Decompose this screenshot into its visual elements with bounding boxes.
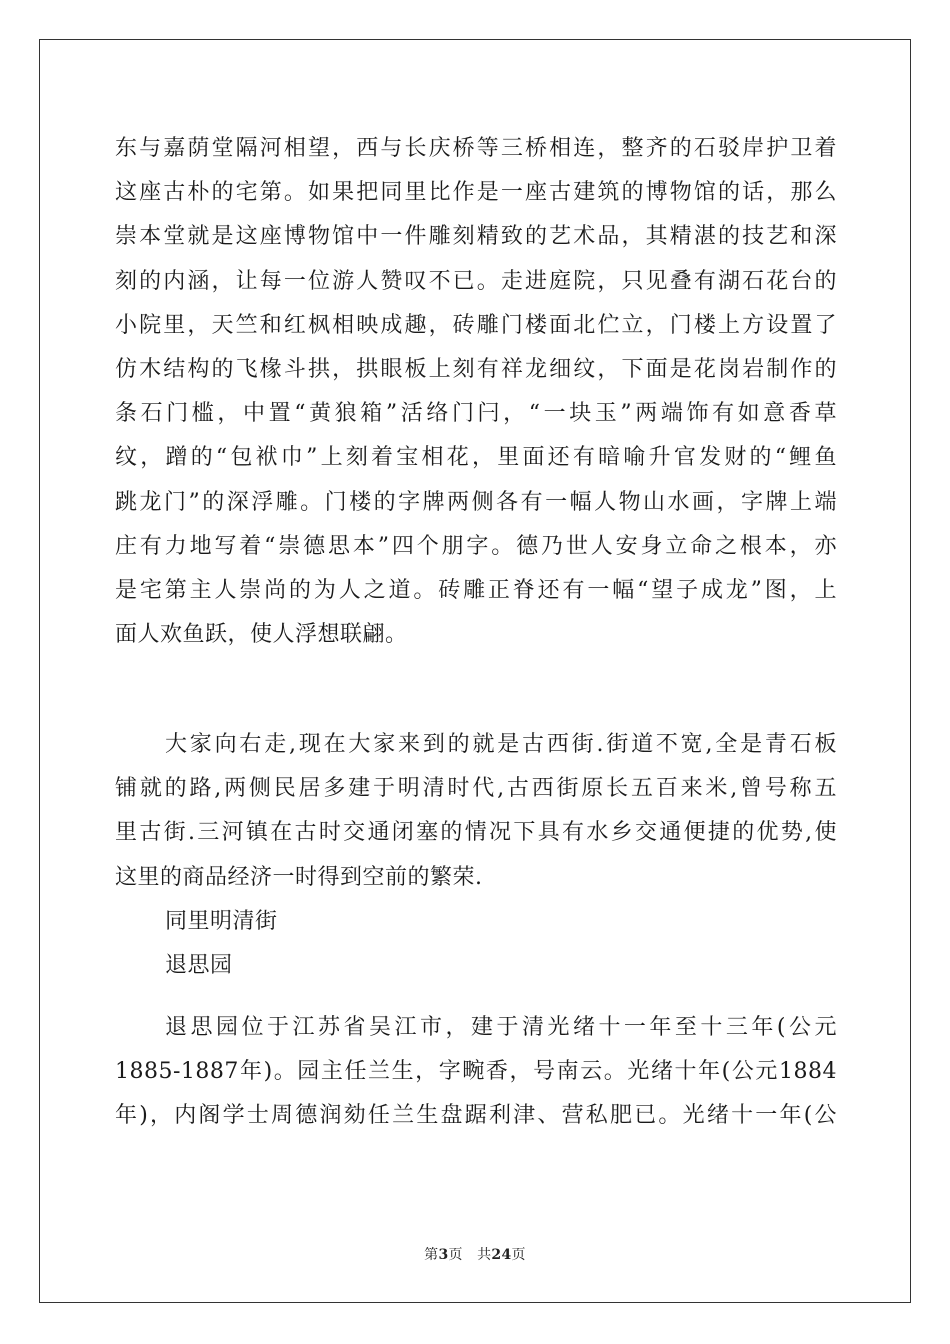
text-line: 条石门槛，中置“黄狼箱”活络门闩，“一块玉”两端饰有如意香草: [115, 401, 837, 427]
paragraph-2: [115, 723, 837, 900]
text-line: 退思园位于江苏省吴江市，建于清光绪十一年至十三年(公元: [165, 1015, 837, 1040]
text-line: 刻的内涵，让每一位游人赞叹不已。走进庭院，只见叠有湖石花台的: [115, 268, 837, 294]
text-line: 这里的商品经济一时得到空前的繁荣.: [115, 864, 483, 890]
text-line: 跳龙门”的深浮雕。门楼的字牌两侧各有一幅人物山水画，字牌上端: [115, 489, 837, 515]
text-line: 年)，内阁学士周德润劾任兰生盘踞利津、营私肥已。光绪十一年(公: [115, 1103, 837, 1129]
text-line: 纹，蹭的“包袱巾”上刻着宝相花，里面还有暗喻升官发财的“鲤鱼: [115, 445, 837, 471]
text-line: 铺就的路,两侧民居多建于明清时代,古西街原长五百来米,曾号称五: [115, 776, 837, 802]
paragraph-1: [115, 127, 837, 657]
text-line: 崇本堂就是这座博物馆中一件雕刻精致的艺术品，其精湛的技艺和深: [115, 224, 837, 250]
paragraph-3: [115, 1006, 837, 1139]
page-current-number: 3: [438, 1247, 449, 1263]
section-heading-2: [115, 944, 837, 988]
page-mid: 页 共: [448, 1247, 492, 1263]
page-footer: [0, 1244, 950, 1264]
text-line: 里古街.三河镇在古时交通闭塞的情况下具有水乡交通便捷的优势,使: [115, 820, 837, 846]
page-total-number: 24: [491, 1247, 512, 1263]
page-prefix: 第: [424, 1247, 439, 1263]
text-line: 1885-1887年)。园主任兰生，字畹香，号南云。光绪十年(公元1884: [115, 1059, 837, 1085]
text-line: 仿木结构的飞椽斗拱，拱眼板上刻有祥龙细纹，下面是花岗岩制作的: [115, 356, 837, 382]
page-suffix: 页: [511, 1247, 526, 1263]
text-line: 这座古朴的宅第。如果把同里比作是一座古建筑的博物馆的话，那么: [115, 180, 837, 206]
text-line: 大家向右走,现在大家来到的就是古西街.街道不宽,全是青石板: [165, 732, 837, 757]
text-line: 是宅第主人崇尚的为人之道。砖雕正脊还有一幅“望子成龙”图，上: [115, 577, 837, 603]
heading-text: 同里明清街: [165, 909, 278, 934]
text-line: 小院里，天竺和红枫相映成趣，砖雕门楼面北伫立，门楼上方设置了: [115, 312, 837, 338]
section-heading-1: [115, 900, 837, 944]
text-line: 面人欢鱼跃，使人浮想联翩。: [115, 622, 408, 648]
heading-text: 退思园: [165, 953, 233, 978]
text-line: 庄有力地写着“崇德思本”四个朋字。德乃世人安身立命之根本，亦: [115, 533, 837, 559]
text-line: 东与嘉荫堂隔河相望，西与长庆桥等三桥相连，整齐的石驳岸护卫着: [115, 136, 837, 161]
